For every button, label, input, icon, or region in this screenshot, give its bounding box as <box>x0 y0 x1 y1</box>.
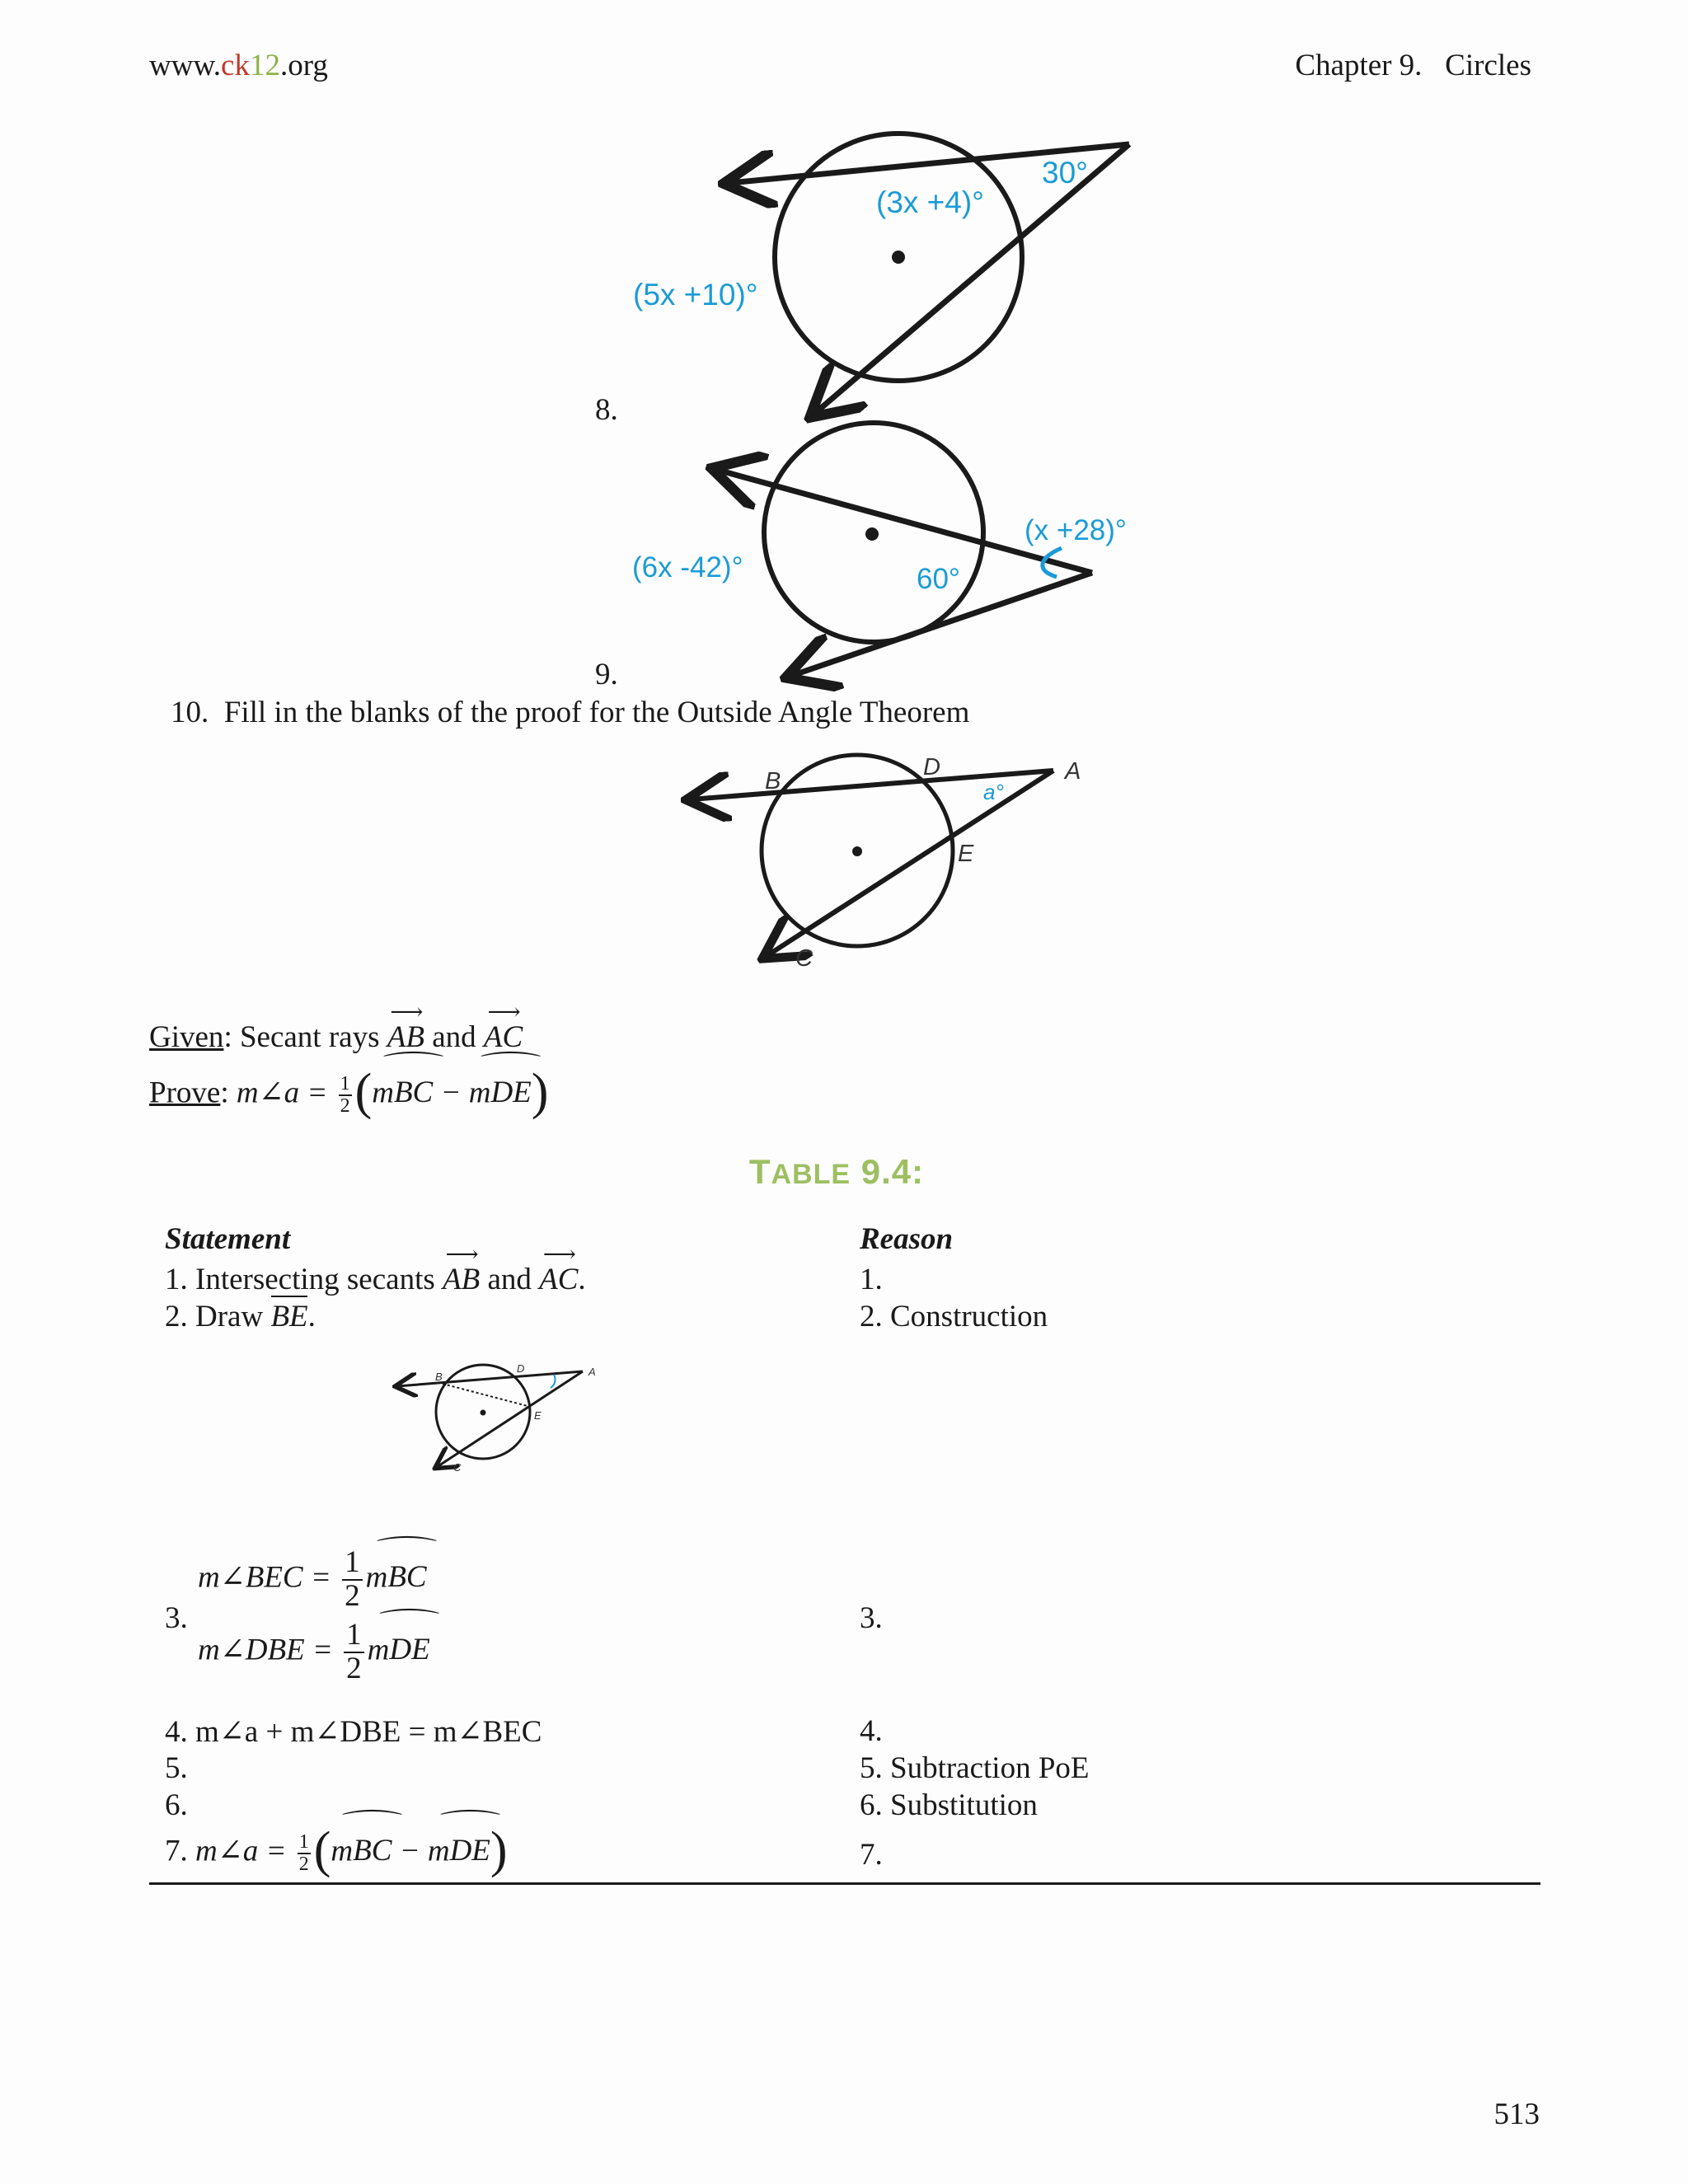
page-number: 513 <box>1493 2097 1540 2131</box>
center-dot <box>892 251 905 264</box>
problem-8-figure <box>626 124 1137 429</box>
reason-3: 3. <box>860 1601 883 1635</box>
arc-label-small: (3x +4)° <box>876 185 984 219</box>
reason-5: 5. Subtraction PoE <box>860 1751 1090 1785</box>
arc-label-small: 60° <box>917 563 960 595</box>
table-caption: TABLE 9.4: <box>748 1152 925 1191</box>
fraction-half: $\frac{1}{2}$ <box>340 1072 350 1117</box>
svg-text:A: A <box>588 1366 596 1378</box>
table-bottom-rule <box>149 1882 1540 1885</box>
chapter-title: Chapter 9. Circles <box>1295 49 1531 82</box>
arc-label-large: (5x +10)° <box>633 278 758 312</box>
angle-a-label: a° <box>983 780 1004 804</box>
problem-9-number: 9. <box>595 658 618 691</box>
prove-line: Prove: m∠a = $\frac{1}{2}$ (m ⌒ BC − m ⌒ DE) <box>149 1052 549 1120</box>
reason-7: 7. <box>860 1838 883 1872</box>
given-line: Given: Secant rays ⟶ AB and ⟶ AC <box>149 1000 523 1054</box>
statement-3-line-1: m∠BEC = $\frac{1}{2}$ m ⌒ BC <box>198 1536 438 1613</box>
svg-text:D: D <box>517 1362 525 1375</box>
statement-4: 4. m∠a + m∠DBE = m∠BEC <box>165 1715 542 1749</box>
label-b: B <box>765 768 781 794</box>
angle-label: 30° <box>1042 156 1088 190</box>
reason-4: 4. <box>860 1714 883 1748</box>
reason-1: 1. <box>860 1263 883 1296</box>
ray-ac: ⟶ AC <box>483 1000 523 1054</box>
statement-header: Statement <box>165 1222 291 1256</box>
svg-text:C: C <box>453 1461 462 1474</box>
center-dot <box>865 527 879 541</box>
problem-9-figure <box>626 416 1154 688</box>
statement-3-number: 3. <box>165 1601 188 1635</box>
arc-label-large: (6x -42)° <box>632 551 743 583</box>
statement-6: 6. <box>165 1788 188 1822</box>
svg-text:E: E <box>534 1409 542 1422</box>
reason-header: Reason <box>860 1222 954 1256</box>
statement-5: 5. <box>165 1751 188 1785</box>
reason-2: 2. Construction <box>860 1300 1048 1333</box>
site-url: www.ck12.org <box>149 49 328 82</box>
label-e: E <box>958 841 974 867</box>
label-d: D <box>923 754 940 780</box>
center-dot <box>852 846 862 856</box>
small-figure-with-be <box>392 1360 606 1475</box>
label-a: A <box>1065 758 1081 785</box>
problem-8-number: 8. <box>595 393 618 427</box>
ray-ab: ⟶ AB <box>387 1000 424 1054</box>
problem-10-figure <box>676 746 1096 977</box>
statement-2: 2. Draw BE. <box>165 1300 316 1333</box>
statement-7: 7. m∠a = $\frac{1}{2}$ (m ⌒ BC − m ⌒ DE) <box>165 1810 508 1878</box>
reason-6: 6. Substitution <box>860 1788 1038 1822</box>
svg-text:B: B <box>435 1371 443 1383</box>
statement-1: 1. Intersecting secants ⟶ AB and ⟶ AC. <box>165 1242 586 1296</box>
statement-3-line-2: m∠DBE = $\frac{1}{2}$ m ⌒ DE <box>198 1609 441 1685</box>
problem-10-text: 10. Fill in the blanks of the proof for the Outside Angle Theorem <box>171 696 970 729</box>
label-c: C <box>795 945 813 972</box>
angle-label: (x +28)° <box>1025 514 1127 546</box>
segment-be <box>443 1384 528 1406</box>
